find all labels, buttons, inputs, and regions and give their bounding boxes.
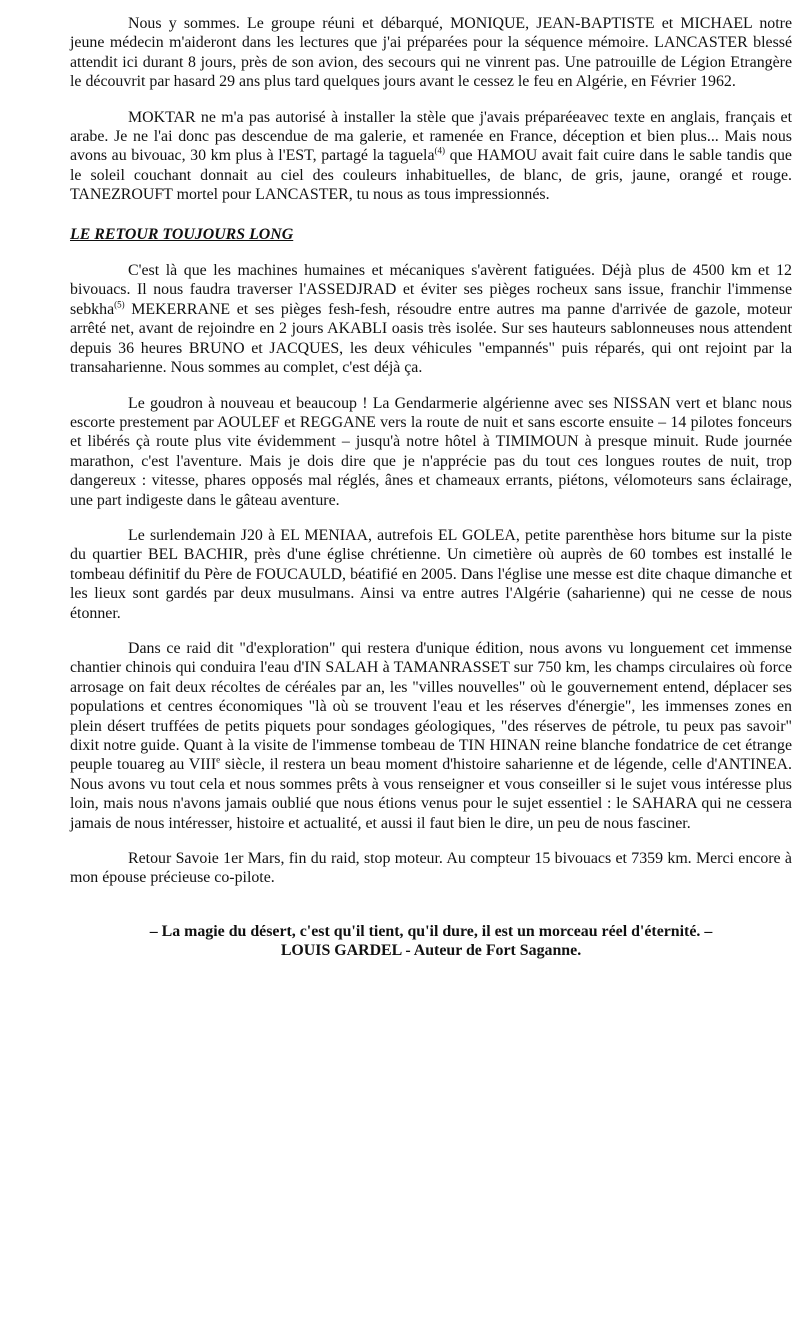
section-title: LE RETOUR TOUJOURS LONG: [70, 225, 294, 243]
paragraph-text: Retour Savoie 1er Mars, fin du raid, stop moteur. Au compteur 15 bivouacs et 7359 km. Merci encore à mon épouse précieuse co-pilote.: [70, 850, 792, 887]
footnote-marker: (5): [114, 299, 125, 310]
footnote-marker: e: [216, 755, 221, 766]
paragraph: [70, 526, 792, 623]
paragraph: [70, 108, 792, 205]
paragraph-text: Dans ce raid dit "d'exploration" qui restera d'unique édition, nous avons vu longuement cet immense chantier chinois qui conduira l'eau d'IN SALAH à TAMANRASSET sur 750 km, les champs circulaires où force arrosage on fait deux récoltes de céréales par an, les "villes nouvelles" où le gouvernement entend, déplacer ses populations et centres économiques "là où se trouvent l'eau et les réserves d'énergie", les immenses zones en plein désert truffées de petits piquets pour sondages géologiques, "des réserves de pétrole, tu peux pas savoir" dixit notre guide. Quant à la visite de l'immense tombeau de TIN HINAN reine blanche fondatrice de cet étrange peuple touareg au VIII: [70, 639, 792, 774]
paragraph-text: Le surlendemain J20 à EL MENIAA, autrefois EL GOLEA, petite parenthèse hors bitume sur la piste du quartier BEL BACHIR, près d'une église chrétienne. Un cimetière où auprès de 60 tombes est installé le tombeau définitif du Père de FOUCAULD, béatifié en 2005. Dans l'église une messe est dite chaque dimanche et les lieux sont gardés par deux musulmans. Ainsi va entre autres l'Algérie (saharienne) qui ne cesse de nous étonner.: [70, 526, 792, 622]
quote-author: LOUIS GARDEL - Auteur de Fort Saganne.: [280, 942, 582, 960]
paragraph: [70, 639, 792, 833]
footnote-marker: (4): [434, 146, 446, 157]
paragraph-text: Le goudron à nouveau et beaucoup ! La Gendarmerie algérienne avec ses NISSAN vert et blanc nous escorte prestement par AOULEF et REGGANE vers la route de nuit et sans escorte ensuite – 14 pilotes fonceurs et libérés çà route plus vite évidemment – jusqu'à notre hôtel à TIMIMOUN à presque minuit. Rude journée marathon, c'est l'aventure. Mais je dois dire que je n'apprécie pas du tout ces longues routes de nuit, trop dangereux : vitesse, phares opposés mal réglés, ânes et chameaux errants, piétons, vélomoteurs sans éclairage, une part indigeste dans le gâteau aventure.: [70, 394, 792, 509]
paragraph-text: MEKERRANE et ses pièges fesh-fesh, résoudre entre autres ma panne d'arrivée de gazole, moteur arrêté net, avant de rejoindre en 2 jours AKABLI oasis très isolée. Sur ses hauteurs sablonneuses nous attendent depuis 36 heures BRUNO et JACQUES, les deux véhicules "empannés" puis réparés, qui ont rejoint par la transaharienne. Nous sommes au complet, c'est déjà ça.: [70, 300, 792, 377]
closing-quote: [70, 922, 792, 961]
document-page: [70, 14, 792, 961]
paragraph: [70, 394, 792, 510]
paragraph-text: C'est là que les machines humaines et mécaniques s'avèrent fatiguées. Déjà plus de 4500 km et 12 bivouacs. Il nous faudra traverser l'ASSEDJRAD et éviter ses pièges rocheux sans issue, franchir l'immense sebkha: [70, 262, 792, 318]
quote-text: – La magie du désert, c'est qu'il tient, qu'il dure, il est un morceau réel d'éternité. –: [149, 922, 713, 940]
paragraph-text: siècle, il restera un beau moment d'histoire saharienne et de légende, celle d'ANTINEA. Nous avons vu tout cela et nous sommes prêts à vous renseigner et vous conseiller si le sujet vous intéresse plus loin, mais nous n'avons jamais oublié que nous étions venus pour le sujet essentiel : le SAHARA qui ne cessera jamais de nous intéresser, histoire et actualité, et aussi il faut bien le dire, un peu de nous fasciner.: [70, 756, 792, 832]
paragraph: [70, 14, 792, 92]
paragraph: [70, 849, 792, 888]
paragraph: [70, 261, 792, 377]
paragraph-text: MOKTAR ne m'a pas autorisé à installer la stèle que j'avais préparéeavec texte en anglais, français et arabe. Je ne l'ai donc pas descendue de ma galerie, et ramenée en France, déception et bien plus... Mais nous avons au bivouac, 30 km plus à l'EST, partagé la taguela: [70, 108, 792, 165]
paragraph-text: que HAMOU avait fait cuire dans le sable tandis que le soleil couchant donnait au ciel des couleurs inhabituelles, de blanc, de gris, jaune, orangé et rouge. TANEZROUFT mortel pour LANCASTER, tu nous as tous impressionnés.: [70, 147, 792, 204]
paragraph-text: Nous y sommes. Le groupe réuni et débarqué, MONIQUE, JEAN-BAPTISTE et MICHAEL notre jeune médecin m'aideront dans les lectures que j'ai préparées pour la séquence mémoire. LANCASTER blessé attendit ici durant 8 jours, près de son avion, des secours qui ne vinrent pas. Une patrouille de Légion Etrangère le découvrit par hasard 29 ans plus tard quelques jours avant le cessez le feu en Algérie, en Février 1962.: [70, 15, 792, 91]
